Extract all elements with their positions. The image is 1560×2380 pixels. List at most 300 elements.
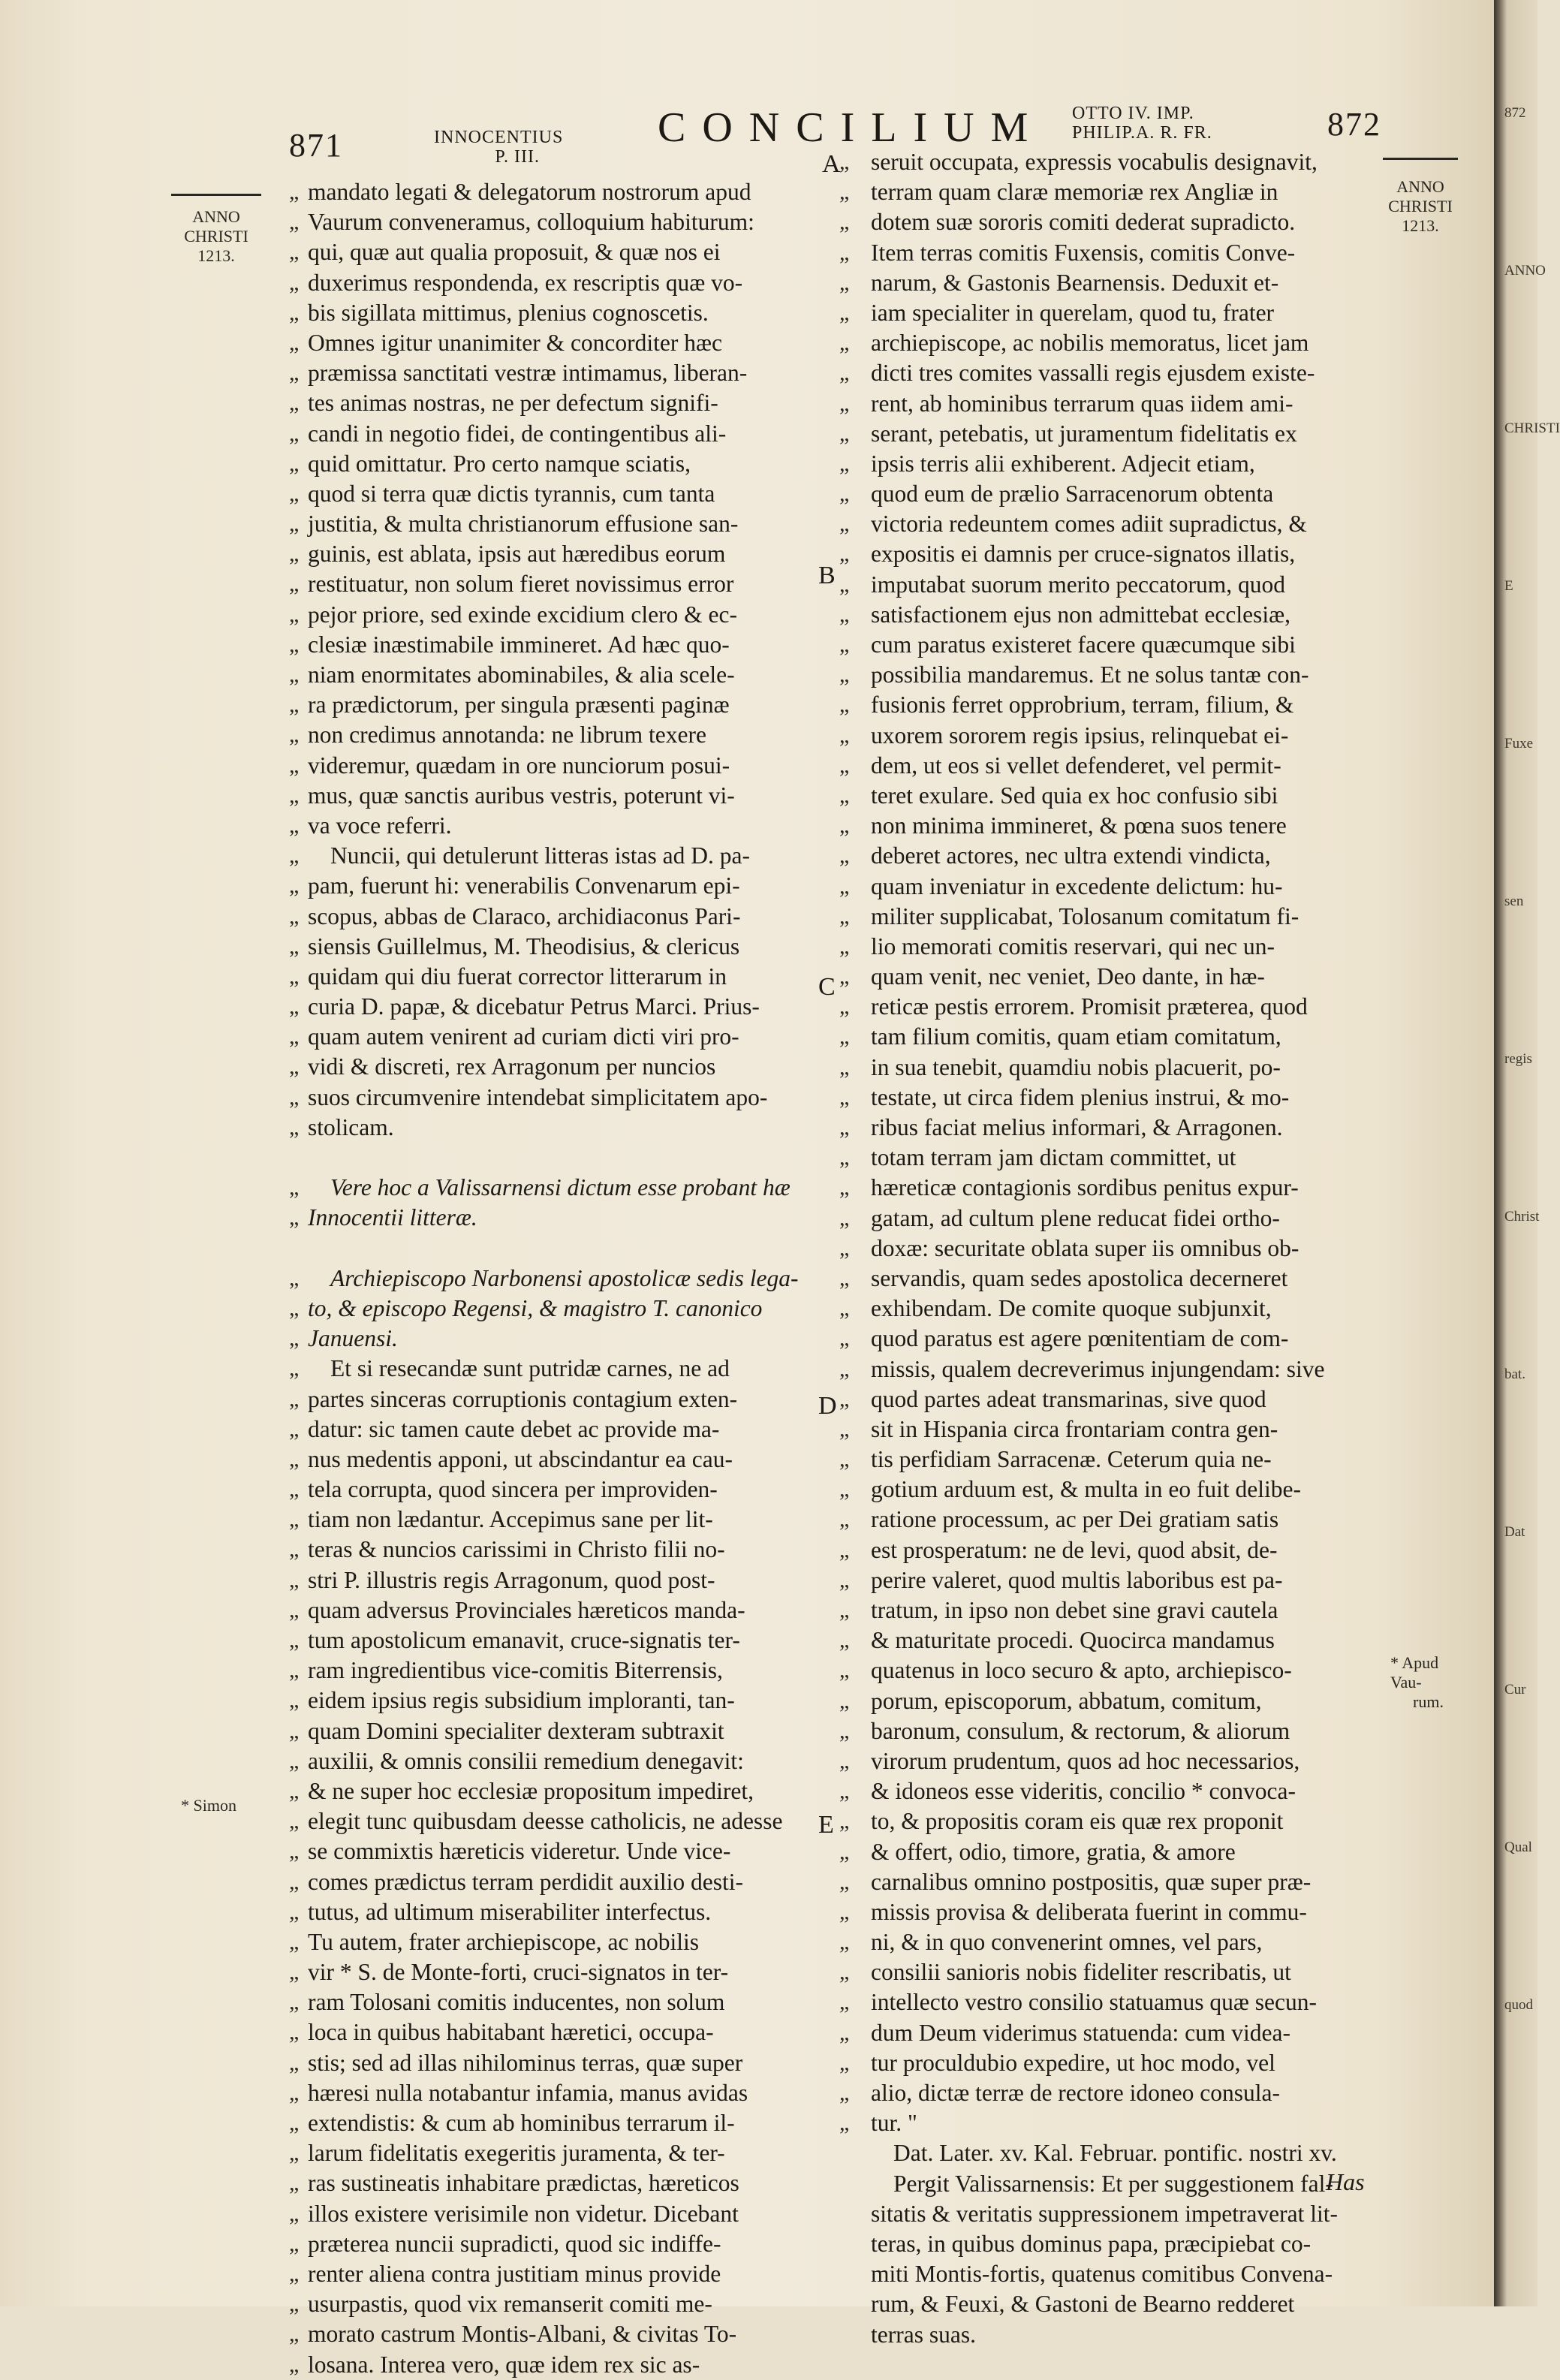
quote-mark: „ [289,1416,300,1442]
text-line: præterea nuncii supradicti, quod sic indiffe- [308,2230,721,2257]
quote-mark: „ [839,1809,850,1834]
text-line: terras suas. [871,2321,976,2348]
text-line: reticæ pestis errorem. Promisit præterea, quod [871,993,1308,1020]
text-line: se commixtis hæreticis videretur. Unde vice- [308,1838,731,1865]
text-line: quam venit, nec veniet, Deo dante, in hæ- [871,963,1265,990]
quote-mark: „ [839,270,850,295]
quote-mark: „ [289,2110,300,2135]
section-letter-e: E [818,1811,834,1839]
text-line: stri P. illustris regis Arragonum, quod post- [308,1566,715,1593]
text-line: ram Tolosani comitis inducentes, non solum [308,1989,725,2016]
quote-mark: „ [289,2140,300,2166]
quote-mark: „ [839,1869,850,1894]
text-line: ni, & in quo convenerint omnes, vel pars, [871,1929,1263,1956]
text-line: doxæ: securitate oblata super iis omnibus ob- [871,1234,1299,1261]
quote-mark: „ [839,1175,850,1201]
text-line: militer supplicabat, Tolosanum comitatum fi- [871,902,1299,929]
quote-mark: „ [839,1416,850,1442]
running-head-right [1072,104,1212,143]
quote-mark: „ [839,1265,850,1291]
text-line: missis, qualem decreverimus injungendam: sive [871,1355,1325,1382]
text-line: cum paratus existeret facere quæcumque sibi [871,631,1296,658]
quote-mark: „ [289,450,300,476]
text-line: rum, & Feuxi, & Gastoni de Bearno redderet [871,2291,1295,2318]
text-line: Archiepiscopo Narbonensi apostolicæ sedis lega- [330,1264,799,1291]
text-line: Innocentii litteræ. [308,1204,477,1231]
text-line: quod paratus est agere pœnitentiam de com- [871,1325,1289,1352]
quote-mark: „ [839,632,850,657]
text-line: nus medentis apponi, ut abscindantur ea cau- [308,1445,733,1472]
text-line: ratione processum, ac per Dei gratiam satis [871,1506,1279,1533]
margin-anno-right-christi: CHRISTI [1388,197,1453,215]
quote-mark: „ [839,1628,850,1653]
quote-mark: „ [839,149,850,174]
margin-anno-left-word: ANNO [192,207,240,226]
text-line: hæresi nulla notabantur infamia, manus avidas [308,2079,748,2106]
quote-mark: „ [289,1778,300,1803]
next-page-fragment: ANNO [1504,263,1546,279]
quote-mark: „ [839,1326,850,1351]
text-line: elegit tunc quibusdam deesse catholicis, ne adesse [308,1808,783,1835]
text-line: Dat. Later. xv. Kal. Februar. pontific. nostri xv. [893,2140,1337,2167]
quote-mark: „ [289,1446,300,1472]
text-line: auxilii, & omnis consilii remedium denegavit: [308,1747,744,1774]
quote-mark: „ [839,1386,850,1411]
text-line: quam autem venirent ad curiam dicti viri pro- [308,1023,739,1050]
text-line: quam adversus Provinciales hæreticos manda- [308,1596,745,1623]
quote-mark: „ [839,752,850,778]
text-line: satisfactionem ejus non admittebat ecclesiæ, [871,601,1290,628]
quote-mark: „ [839,1930,850,1955]
text-line: virorum prudentum, quos ad hoc necessarios, [871,1747,1300,1774]
running-head-left-line1: INNOCENTIUS [434,128,564,147]
quote-mark: „ [289,722,300,748]
text-line: imputabat suorum merito peccatorum, quod [871,571,1285,598]
quote-mark: „ [289,843,300,869]
text-line: tum apostolicum emanavit, cruce-signatis ter- [308,1627,740,1653]
text-line: ras sustineatis inhabitare prædictas, hæreticos [308,2170,739,2197]
text-line [308,1234,818,1264]
margin-dash-right [1383,158,1458,160]
quote-mark: „ [289,631,300,657]
quote-mark: „ [839,330,850,356]
text-line: tiam non lædantur. Accepimus sane per lit- [308,1506,713,1533]
quote-mark: „ [839,1356,850,1381]
text-line: consilii sanioris nobis fideliter rescribatis, ut [871,1959,1291,1986]
quote-mark: „ [289,933,300,959]
quote-mark: „ [839,1205,850,1231]
quote-mark: „ [289,1748,300,1773]
next-page-fragment: CHRISTI [1504,420,1560,436]
quote-mark: „ [839,994,850,1020]
margin-anno-right [1383,177,1458,236]
quote-mark: „ [839,1658,850,1683]
quote-mark: „ [839,2080,850,2105]
quote-mark: „ [839,1296,850,1321]
text-line: duxerimus respondenda, ex rescriptis quæ vo- [308,269,743,296]
text-line: serant, petebatis, ut juramentum fidelitatis ex [871,420,1297,447]
text-line: to, & propositis coram eis quæ rex proponit [871,1808,1284,1835]
next-page-fragment: Qual [1504,1839,1532,1855]
quote-mark: „ [289,1899,300,1924]
page-title: CONCILIUM [658,104,1045,151]
quote-mark: „ [289,1205,300,1231]
text-line: tam filium comitis, quam etiam comitatum, [871,1023,1281,1050]
quote-mark: „ [289,1929,300,1954]
quote-mark: „ [839,300,850,325]
text-line: clesiæ inæstimabile immineret. Ad hæc quo- [308,631,730,658]
text-line: rent, ab hominibus terrarum quas iidem ami- [871,390,1293,417]
text-line: Januensi. [308,1325,398,1352]
text-line: terram quam claræ memoriæ rex Angliæ in [871,179,1278,206]
next-page-fragment: Christ [1504,1209,1540,1225]
quote-mark: „ [839,843,850,869]
text-line: tur proculdubio expedire, ut hoc modo, vel [871,2049,1275,2076]
next-page-fragment: E [1504,578,1513,594]
quote-mark: „ [289,330,300,355]
text-line: comes prædictus terram perdidit auxilio desti- [308,1868,743,1895]
text-line: Item terras comitis Fuxensis, comitis Conve- [871,239,1296,266]
text-line: dum Deum viderimus statuenda: cum videa- [871,2019,1290,2046]
text-line: quod eum de prælio Sarracenorum obtenta [871,481,1274,508]
section-letter-d: D [818,1392,837,1420]
text-line: scopus, abbas de Claraco, archidiaconus Pari- [308,902,741,929]
text-line: mandato legati & delegatorum nostrorum apud [308,179,751,205]
text-line: quod si terra quæ dictis tyrannis, cum tanta [308,480,715,507]
text-line: quid omittatur. Pro certo namque sciatis, [308,450,691,477]
text-line: expositis ei damnis per cruce-signatos illatis, [871,541,1296,568]
text-line: Tu autem, frater archiepiscope, ac nobilis [308,1928,700,1955]
quote-mark: „ [839,903,850,929]
quote-mark: „ [289,2020,300,2045]
quote-mark: „ [289,179,300,204]
text-line: fusionis ferret opprobrium, terram, filium, & [871,691,1294,719]
quote-mark: „ [289,2171,300,2196]
text-line: testate, ut circa fidem plenius instrui, & mo- [871,1083,1290,1110]
text-line: & maturitate procedi. Quocirca mandamus [871,1627,1275,1654]
quote-mark: „ [839,1748,850,1773]
text-line: renter aliena contra justitiam minus provide [308,2260,721,2287]
quote-mark: „ [289,1326,300,1351]
text-line: restituatur, non solum fieret novissimus error [308,571,734,598]
quote-mark: „ [289,2080,300,2105]
text-line: Vere hoc a Valissarnensi dictum esse probant hæ [330,1174,791,1201]
quote-mark: „ [289,2321,300,2347]
quote-mark: „ [289,1477,300,1502]
next-page-fragment: Dat [1504,1524,1525,1540]
text-line: larum fidelitatis exegeritis juramenta, & ter- [308,2140,725,2167]
next-page-edge [1494,0,1560,2306]
text-line: est prosperatum: ne de levi, quod absit, de- [871,1536,1278,1563]
quote-mark: „ [839,1960,850,1985]
quote-mark: „ [289,963,300,989]
quote-mark: „ [289,2291,300,2317]
quote-mark: „ [289,390,300,416]
quote-mark: „ [289,1507,300,1532]
quote-mark: „ [839,692,850,718]
quote-mark: „ [289,420,300,446]
text-line: sitatis & veritatis suppressionem impetraverat lit- [871,2200,1338,2227]
quote-mark: „ [289,873,300,899]
text-line: guinis, est ablata, ipsis aut hæredibus eorum [308,541,726,568]
margin-note-apud-line1: * Apud Vau- [1390,1653,1439,1692]
text-line: partes sinceras corruptionis contagium exten- [308,1385,738,1412]
quote-mark: „ [839,541,850,567]
quote-mark: „ [289,209,300,235]
text-line: victoria redeuntem comes adiit supradictus, & [871,511,1307,538]
section-letter-b: B [818,562,836,589]
quote-mark: „ [289,541,300,567]
text-line: siensis Guillelmus, M. Theodisius, & clericus [308,932,740,960]
next-page-fragment: regis [1504,1051,1532,1067]
quote-mark: „ [289,2231,300,2256]
text-line: morato castrum Montis-Albani, & civitas To- [308,2321,737,2348]
text-line: tutus, ad ultimum miserabiliter interfectus. [308,1898,712,1925]
quote-mark: „ [839,1567,850,1592]
text-line: vir * S. de Monte-forti, cruci-signatos in ter- [308,1959,729,1986]
margin-anno-left-christi: CHRISTI [184,227,248,246]
quote-mark: „ [839,782,850,808]
text-line: stolicam. [308,1113,394,1140]
text-line: possibilia mandaremus. Et ne solus tantæ con- [871,661,1309,688]
quote-mark: „ [289,1054,300,1080]
quote-mark: „ [289,1386,300,1411]
quote-mark: „ [289,1175,300,1201]
quote-mark: „ [839,1839,850,1864]
margin-anno-left-year: 1213. [197,246,235,265]
text-line: ipsis terris alii exhiberent. Adjecit etiam, [871,450,1255,477]
next-page-fragment: bat. [1504,1366,1525,1382]
quote-mark: „ [839,1688,850,1713]
quote-mark: „ [289,270,300,295]
text-line: gotium arduum est, & multa in eo fuit delibe- [871,1476,1302,1503]
text-line: ra prædictorum, per singula præsenti paginæ [308,691,730,719]
quote-mark: „ [839,390,850,416]
quote-mark: „ [289,994,300,1020]
quote-mark: „ [289,1356,300,1381]
page-number-left: 871 [289,127,343,164]
text-line: perire valeret, quod multis laboribus est pa- [871,1566,1283,1593]
text-line: ribus faciat melius informari, & Arragonen. [871,1114,1283,1140]
text-line: loca in quibus habitabant hæretici, occupa- [308,2019,714,2046]
text-line: illos existere verisimile non videtur. Dicebant [308,2200,739,2227]
text-line: carnalibus omnino postpositis, quæ super præ- [871,1868,1312,1895]
quote-mark: „ [289,481,300,506]
text-line: lio memorati comitis reservari, qui nec un- [871,932,1275,960]
text-line: tratum, in ipso non debet sine gravi cautela [871,1597,1278,1623]
text-column-left [308,177,818,2380]
text-line: intellecto vestro consilio statuamus quæ secun- [871,1989,1318,2016]
text-line: quam Domini specialiter dexteram subtraxit [308,1717,724,1744]
text-line: Pergit Valissarnensis: Et per suggestionem fal- [893,2170,1333,2197]
text-line: exhibendam. De comite quoque subjunxit, [871,1295,1272,1322]
page-number-right: 872 [1327,106,1381,143]
text-line: tur. " [871,2110,917,2137]
text-line: miti Montis-fortis, quatenus comitibus Convena- [871,2261,1333,2288]
margin-note-simon: * Simon [181,1796,236,1815]
quote-mark: „ [839,1084,850,1110]
quote-mark: „ [289,1718,300,1743]
text-line: bis sigillata mittimus, plenius cognoscetis. [308,299,709,326]
quote-mark: „ [289,1537,300,1562]
text-line: quidam qui diu fuerat corrector litterarum in [308,963,727,990]
text-line: baronum, consulum, & rectorum, & aliorum [871,1717,1290,1744]
text-line: qui, quæ aut qualia proposuit, & quæ nos ei [308,239,721,266]
text-line: curia D. papæ, & dicebatur Petrus Marci. Prius- [308,993,760,1020]
quote-mark: „ [289,601,300,627]
quote-mark: „ [289,1265,300,1291]
running-head-left [434,128,563,167]
quote-mark: „ [289,240,300,265]
text-line: Omnes igitur unanimiter & concorditer hæc [308,329,722,356]
text-line: gatam, ad cultum plene reducat fidei ortho- [871,1204,1280,1231]
text-line: quam inveniatur in excedente delictum: hu- [871,872,1283,899]
quote-mark: „ [839,933,850,959]
quote-mark: „ [289,1628,300,1652]
text-line: pam, fuerunt hi: venerabilis Convenarum epi- [308,872,740,899]
quote-mark: „ [839,1145,850,1170]
quote-mark: „ [289,360,300,386]
quote-mark: „ [839,2050,850,2075]
text-line: præmissa sanctitati vestræ intimamus, liberan- [308,360,748,387]
quote-mark: „ [289,1869,300,1894]
text-line: dem, ut eos si vellet defenderet, vel permit- [871,752,1281,779]
quote-mark: „ [839,360,850,386]
quote-mark: „ [289,511,300,537]
text-line: non credimus annotanda: ne librum texere [308,722,706,749]
text-line: iam specialiter in querelam, quod tu, frater [871,299,1275,326]
text-line: datur: sic tamen caute debet ac provide ma- [308,1415,720,1442]
quote-mark: „ [289,2261,300,2286]
text-line: ram ingredientibus vice-comitis Biterrensis, [308,1657,723,1684]
quote-mark: „ [839,571,850,597]
text-line: justitia, & multa christianorum effusione san- [308,511,739,538]
quote-mark: „ [839,240,850,265]
text-line: eidem ipsius regis subsidium imploranti, tan- [308,1687,735,1714]
text-line: mus, quæ sanctis auribus vestris, poterunt vi- [308,782,735,809]
next-page-fragment: Fuxe [1504,736,1533,752]
margin-anno-right-year: 1213. [1402,216,1439,235]
quote-mark: „ [289,1688,300,1713]
text-line: candi in negotio fidei, de contingentibus ali- [308,420,727,447]
quote-mark: „ [839,1899,850,1924]
text-line: usurpastis, quod vix remanserit comiti me- [308,2291,712,2318]
quote-mark: „ [289,2201,300,2226]
running-head-right-line1: OTTO IV. IMP. [1072,104,1194,123]
text-line: totam terram jam dictam committet, ut [871,1144,1236,1171]
text-line: archiepiscope, ac nobilis memoratus, licet jam [871,330,1309,357]
running-head-left-line2: P. III. [495,147,540,167]
quote-mark: „ [839,662,850,688]
text-line: uxorem sororem regis ipsius, relinquebat ei- [871,722,1289,749]
quote-mark: „ [839,450,850,476]
next-page-fragment: sen [1504,893,1524,909]
quote-mark: „ [839,1115,850,1140]
quote-mark: „ [839,1598,850,1622]
text-line: hæreticæ contagionis sordibus penitus expur- [871,1174,1299,1201]
next-page-fragment: Cur [1504,1682,1526,1698]
quote-mark: „ [289,1597,300,1622]
quote-mark: „ [839,964,850,990]
quote-mark: „ [839,2110,850,2136]
text-line: dicti tres comites vassalli regis ejusdem existe- [871,360,1315,387]
section-letter-c: C [818,973,836,1001]
text-line: & idoneos esse videritis, concilio * convoca- [871,1778,1296,1805]
quote-mark: „ [839,722,850,748]
quote-mark: „ [839,873,850,899]
quote-mark: „ [839,2020,850,2045]
text-line: videremur, quædam in ore nunciorum posui- [308,752,730,779]
text-line: teret exulare. Sed quia ex hoc confusio sibi [871,782,1278,809]
catchword: Has [1326,2168,1365,2195]
quote-mark: „ [289,782,300,808]
text-line: quod partes adeat transmarinas, sive quod [871,1385,1266,1412]
text-line: Vaurum conveneramus, colloquium habiturum: [308,209,754,236]
quote-mark: „ [839,209,850,235]
quote-mark: „ [289,662,300,687]
text-line: losana. Interea vero, quæ idem rex sic as- [308,2351,700,2378]
text-line: in sua tenebit, quamdiu nobis placuerit, po- [871,1053,1281,1080]
text-line: to, & episcopo Regensi, & magistro T. canonico [308,1294,763,1321]
text-line: dotem suæ sororis comiti dederat supradicto. [871,209,1296,236]
quote-mark: „ [289,1990,300,2015]
quote-mark: „ [289,571,300,597]
quote-mark: „ [839,1477,850,1502]
quote-marks-right [839,147,862,2138]
quote-mark: „ [839,1779,850,1804]
quote-mark: „ [289,1658,300,1683]
text-line: teras, in quibus dominus papa, præcipiebat co- [871,2230,1312,2257]
text-line: servandis, quam sedes apostolica decerneret [871,1264,1288,1291]
quote-mark: „ [289,1960,300,1985]
quote-mark: „ [839,511,850,537]
quote-mark: „ [839,1024,850,1050]
section-letter-a: A [822,150,841,178]
quote-mark: „ [289,752,300,778]
quote-mark: „ [289,2050,300,2075]
margin-anno-right-word: ANNO [1396,177,1444,196]
quote-mark: „ [839,601,850,627]
text-column-right [871,147,1389,2350]
text-line: tela corrupta, quod sincera per improviden- [308,1476,718,1503]
quote-mark: „ [839,420,850,446]
quote-mark: „ [839,1235,850,1261]
quote-mark: „ [289,692,300,718]
next-page-fragment: 872 [1504,105,1526,121]
quote-mark: „ [839,1718,850,1743]
quote-mark: „ [289,1295,300,1321]
text-line: missis provisa & deliberata fuerint in commu- [871,1898,1307,1925]
text-line [308,1143,818,1173]
quote-mark: „ [289,300,300,325]
margin-note-apud [1390,1653,1473,1712]
quote-mark: „ [289,812,300,838]
quote-mark: „ [839,179,850,205]
text-line: & offert, odio, timore, gratia, & amore [871,1838,1236,1865]
text-line: alio, dictæ terræ de rectore idoneo consula- [871,2080,1280,2106]
margin-dash-left [171,194,261,196]
quote-mark: „ [839,1990,850,2015]
text-line: suos circumvenire intendebat simplicitatem apo- [308,1083,768,1110]
text-line: Nuncii, qui detulerunt litteras istas ad D. pa- [330,842,750,869]
text-line: porum, episcoporum, abbatum, comitum, [871,1687,1262,1714]
quote-mark: „ [839,813,850,839]
quote-mark: „ [839,1507,850,1532]
quote-mark: „ [289,1809,300,1834]
margin-note-apud-line2: rum. [1413,1692,1444,1711]
quote-mark: „ [289,1114,300,1140]
quote-mark: „ [839,1537,850,1562]
